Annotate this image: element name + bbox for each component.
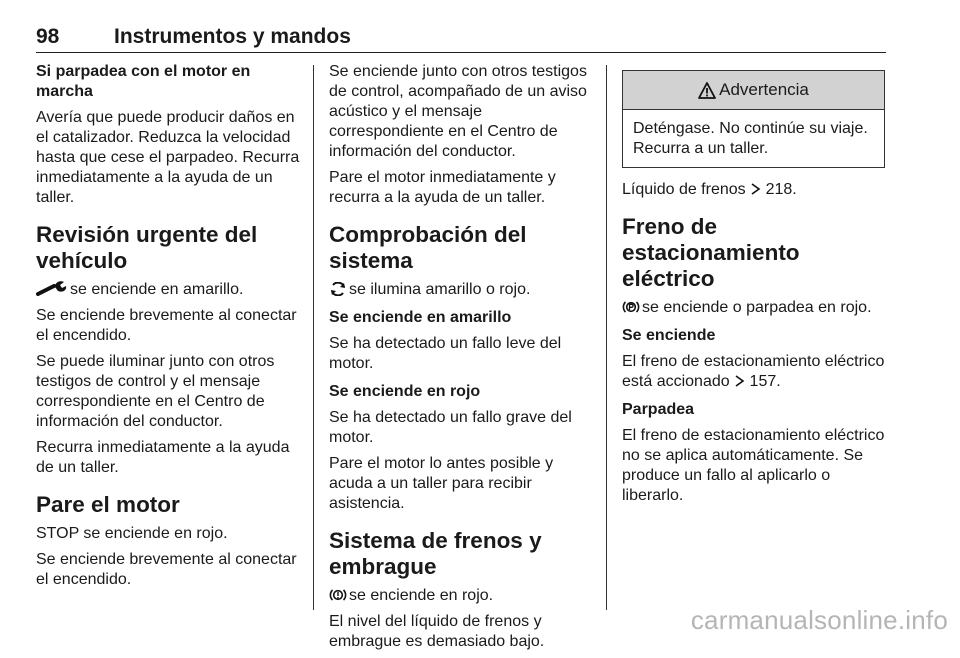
page-reference-arrow-icon bbox=[734, 374, 745, 388]
parking-brake-icon bbox=[622, 300, 640, 314]
heading-flashing: Si parpadea con el motor en marcha bbox=[36, 63, 251, 100]
heading-brakes-clutch: Sistema de frenos y embrague bbox=[329, 528, 542, 579]
heading-urgent-service: Revisión urgente del vehículo bbox=[36, 222, 258, 273]
brake-warning-icon bbox=[329, 588, 347, 602]
column-right bbox=[622, 66, 885, 512]
page-ref: 218. bbox=[765, 181, 797, 198]
paragraph: Recurra inmediatamente a la ayuda de un taller. bbox=[36, 439, 290, 476]
warning-text: Deténgase. No continúe su viaje. Recurra a un taller. bbox=[633, 120, 868, 157]
system-check-icon bbox=[329, 282, 347, 296]
paragraph: Pare el motor inmediatamente y recurra a la ayuda de un taller. bbox=[329, 169, 556, 206]
paragraph: Pare el motor lo antes posible y acuda a un taller para recibir asistencia. bbox=[329, 455, 554, 512]
fluid-text: Líquido de frenos bbox=[622, 181, 746, 198]
page-title: Instrumentos y mandos bbox=[114, 25, 351, 48]
paragraph: Se enciende junto con otros testigos de control, acompañado de un aviso acústico y el mensaje correspondiente en el Centro de información del conductor. bbox=[329, 63, 587, 160]
warning-box bbox=[622, 70, 885, 168]
column-left bbox=[36, 62, 301, 596]
column-divider bbox=[606, 65, 607, 610]
heading-flashing-parking: Parpadea bbox=[622, 401, 695, 418]
paragraph: Se enciende brevemente al conectar el encendido. bbox=[36, 307, 297, 344]
paragraph bbox=[329, 586, 594, 606]
paragraph: Se puede iluminar junto con otros testigos de control y el mensaje correspondiente en el Centro de información del conductor. bbox=[36, 353, 275, 430]
paragraph: Avería que puede producir daños en el catalizador. Reduzca la velocidad hasta que cese el parpadeo. Recurra inmediatamente a la ayuda de un taller. bbox=[36, 109, 300, 206]
paragraph: Se ha detectado un fallo grave del motor. bbox=[329, 409, 572, 446]
paragraph: Se ha detectado un fallo leve del motor. bbox=[329, 335, 562, 372]
paragraph bbox=[36, 280, 301, 300]
wrench-icon bbox=[36, 280, 68, 296]
paragraph bbox=[622, 298, 885, 318]
paragraph bbox=[622, 180, 885, 200]
paragraph: Se enciende brevemente al conectar el encendido. bbox=[36, 551, 297, 588]
warning-header bbox=[623, 71, 884, 110]
page-header bbox=[36, 22, 886, 53]
warning-title: Advertencia bbox=[719, 80, 809, 99]
brakes-text: se enciende en rojo. bbox=[349, 587, 494, 604]
warning-triangle-icon bbox=[698, 82, 716, 99]
heading-red: Se enciende en rojo bbox=[329, 383, 481, 400]
paragraph bbox=[622, 352, 885, 392]
paragraph bbox=[329, 280, 594, 300]
system-check-text: se ilumina amarillo o rojo. bbox=[349, 281, 531, 298]
column-divider bbox=[313, 65, 314, 610]
paragraph: STOP se enciende en rojo. bbox=[36, 525, 228, 542]
heading-lights-up: Se enciende bbox=[622, 327, 716, 344]
heading-yellow: Se enciende en amarillo bbox=[329, 309, 512, 326]
parking-on-text: El freno de estacionamiento eléctrico está accionado bbox=[622, 353, 885, 390]
heading-parking-brake: Freno de estacionamiento eléctrico bbox=[622, 214, 800, 291]
page-reference-arrow-icon bbox=[750, 182, 761, 196]
heading-system-check: Comprobación del sistema bbox=[329, 222, 527, 273]
heading-stop-engine: Pare el motor bbox=[36, 492, 180, 517]
paragraph: El nivel del líquido de frenos y embrague es demasiado bajo. bbox=[329, 613, 545, 650]
column-middle bbox=[329, 62, 594, 658]
watermark: carmanualsonline.info bbox=[690, 605, 948, 635]
paragraph: El freno de estacionamiento eléctrico no se aplica automáticamente. Se produce un fallo al aplicarlo o liberarlo. bbox=[622, 427, 885, 504]
page-ref: 157. bbox=[749, 373, 781, 390]
parking-brake-text: se enciende o parpadea en rojo. bbox=[642, 299, 872, 316]
page-number: 98 bbox=[36, 25, 60, 48]
urgent-text: se enciende en amarillo. bbox=[70, 281, 244, 298]
